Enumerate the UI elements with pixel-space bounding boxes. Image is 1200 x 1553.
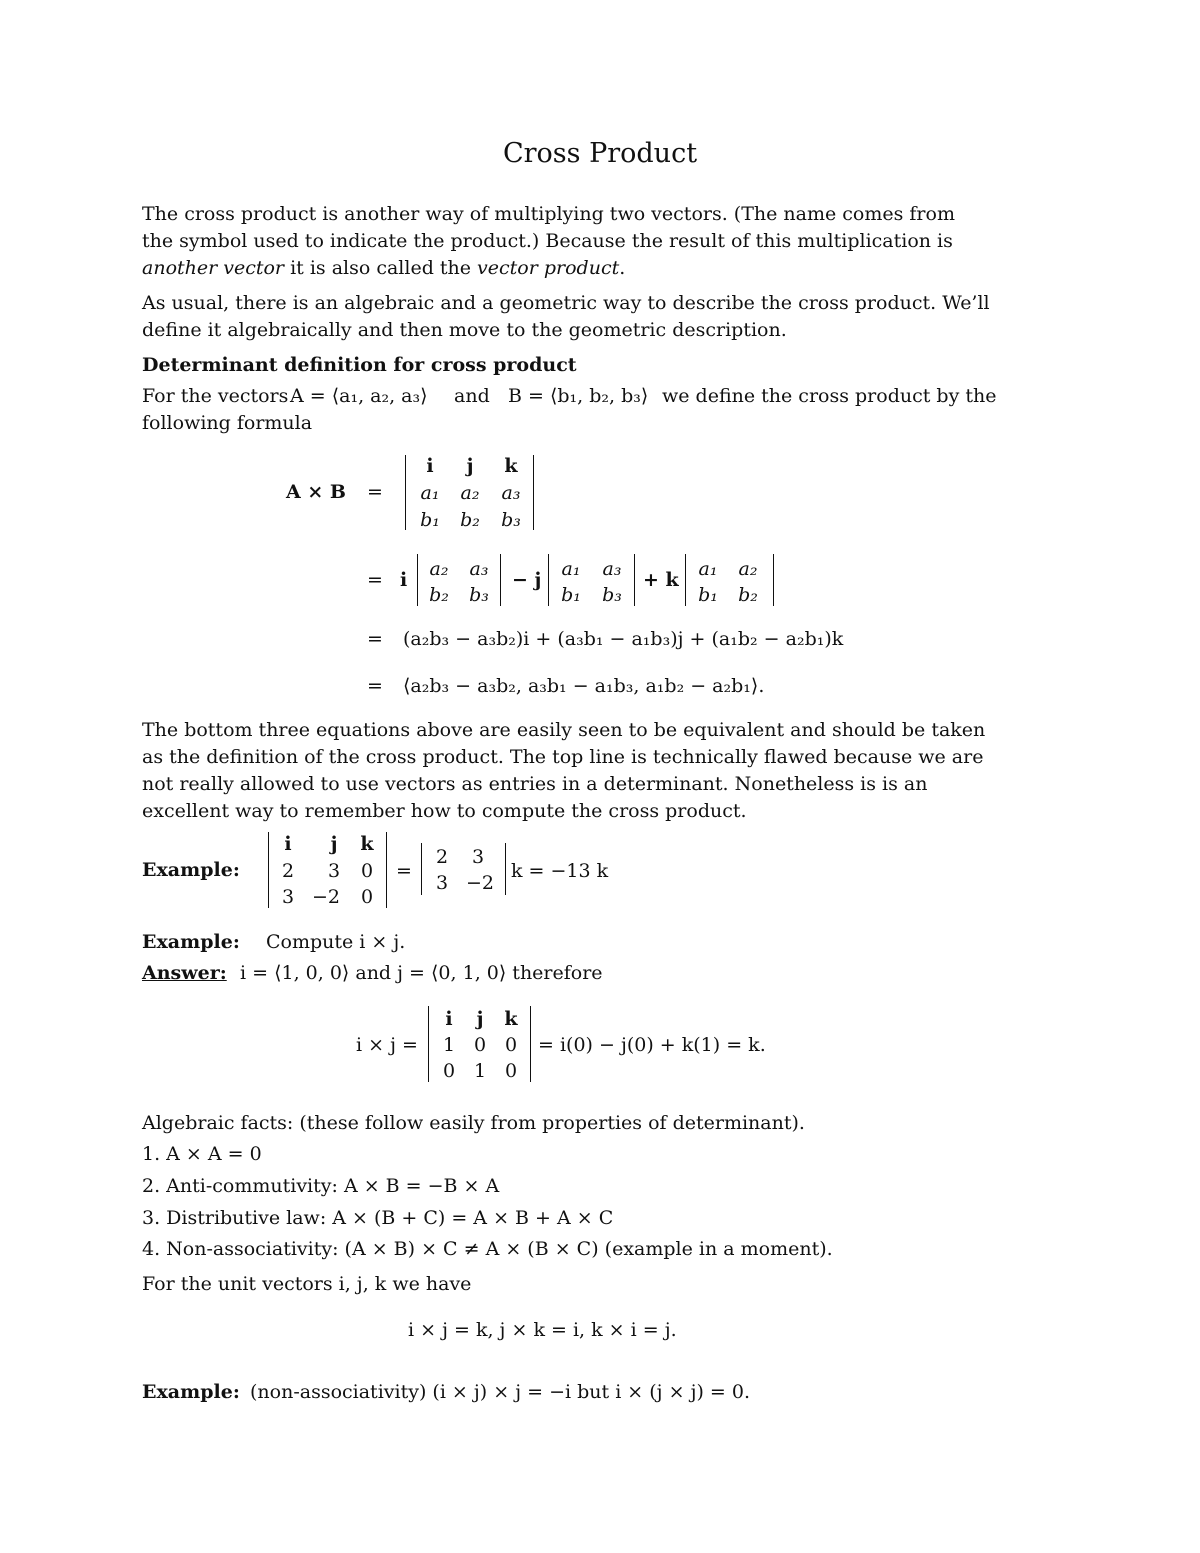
det-cell: i [445, 1008, 453, 1030]
example-2-text: Compute i × j. [266, 931, 406, 953]
det-cell: k [504, 1008, 518, 1030]
minor3-bar-left [685, 554, 686, 606]
det-cell: 1 [473, 1060, 487, 1082]
det-cell: 1 [442, 1034, 456, 1056]
example-1-label: Example: [142, 859, 240, 881]
expansion-j: − j [512, 569, 542, 591]
minor-cell: b₂ [429, 584, 449, 606]
det-cell: 3 [281, 886, 295, 908]
minor2-bar-right [634, 554, 635, 606]
answer-text: i = ⟨1, 0, 0⟩ and j = ⟨0, 1, 0⟩ therefore [240, 962, 603, 984]
example-2-label: Example: [142, 931, 240, 953]
det-cell: a₃ [501, 482, 521, 504]
formula-line-4: ⟨a₂b₃ − a₃b₂, a₃b₁ − a₁b₃, a₁b₂ − a₂b₁⟩. [403, 675, 765, 697]
det-cell: −2 [311, 886, 340, 908]
det-cell: i [426, 455, 434, 477]
formula-line-3: (a₂b₃ − a₃b₂)i + (a₃b₁ − a₁b₃)j + (a₁b₂ − a₂b₁)k [403, 628, 844, 650]
minor-cell: a₁ [561, 558, 581, 580]
minor-cell: 3 [435, 872, 449, 894]
det-cell: 0 [473, 1034, 487, 1056]
det-cell: k [360, 833, 374, 855]
det-cell: j [466, 455, 474, 477]
det-cell: 0 [504, 1060, 518, 1082]
explanation-paragraph [142, 717, 992, 825]
det-bar-left [405, 455, 406, 530]
minor-cell: b₃ [469, 584, 489, 606]
example-2-rhs: = i(0) − j(0) + k(1) = k. [538, 1034, 766, 1056]
det-cell: b₃ [501, 509, 521, 531]
ex1-minor-bar-right [505, 843, 506, 895]
det-cell: 0 [504, 1034, 518, 1056]
section-heading: Determinant definition for cross product [142, 354, 577, 376]
explanation-text: The bottom three equations above are easily seen to be equivalent and should be taken as the definition of the cross product. The top line is technically flawed because we are not really allowed to use vectors as entries in a determinant. Nonetheless is is an excellent way to remember how to compute the cross product. [142, 719, 986, 822]
example-3-text: (non-associativity) (i × j) × j = −i but i × (j × j) = 0. [250, 1381, 751, 1403]
expansion-i: i [400, 569, 408, 591]
det-cell: 0 [360, 886, 374, 908]
answer-label: Answer: [142, 962, 227, 984]
example-2-lhs: i × j = [356, 1034, 418, 1056]
vectors-and: and [454, 385, 490, 407]
minor3-bar-right [773, 554, 774, 606]
intro-text-c: . [619, 257, 626, 279]
det-cell: a₁ [420, 482, 440, 504]
vector-a-definition: A = ⟨a₁, a₂, a₃⟩ [290, 385, 428, 407]
fact-item-4: 4. Non-associativity: (A × B) × C ≠ A × (B × C) (example in a moment). [142, 1238, 833, 1260]
minor-cell: a₂ [738, 558, 758, 580]
page-title: Cross Product [502, 138, 698, 169]
det-cell: 0 [360, 860, 374, 882]
intro-emphasis-another-vector: another vector [142, 257, 285, 279]
minor-cell: a₂ [429, 558, 449, 580]
fact-item-3: 3. Distributive law: A × (B + C) = A × B + A × C [142, 1207, 614, 1229]
minor-cell: b₁ [698, 584, 718, 606]
formula-lhs: A × B [286, 481, 346, 503]
unit-vectors-equations: i × j = k, j × k = i, k × i = j. [408, 1319, 677, 1341]
facts-heading: Algebraic facts: (these follow easily from properties of determinant). [142, 1112, 805, 1134]
det-cell: j [330, 833, 338, 855]
intro-paragraph-2-text: As usual, there is an algebraic and a geometric way to describe the cross product. We’ll define it algebraically and then move to the geometric description. [142, 292, 990, 341]
det-cell: b₁ [420, 509, 440, 531]
minor-cell: b₂ [738, 584, 758, 606]
minor-cell: a₁ [698, 558, 718, 580]
minor-cell: b₁ [561, 584, 581, 606]
vectors-define: we define the cross product by the [662, 385, 997, 407]
minor2-bar-left [548, 554, 549, 606]
minor-cell: 2 [435, 846, 449, 868]
example-1-eq: = [396, 860, 412, 882]
det-cell: a₂ [460, 482, 480, 504]
intro-text-b: it is also called the [284, 257, 478, 279]
fact-item-2: 2. Anti-commutivity: A × B = −B × A [142, 1175, 500, 1197]
det-bar-right [533, 455, 534, 530]
det-cell: j [476, 1008, 484, 1030]
intro-text-a: The cross product is another way of multiplying two vectors. (The name comes from the symbol used to indicate the product.) Because the result of this multiplication is [142, 203, 955, 252]
example-1-result: k = −13 k [511, 860, 609, 882]
minor-cell: b₃ [602, 584, 622, 606]
formula-eq-2: = [367, 569, 383, 591]
minor-cell: −2 [465, 872, 494, 894]
det-cell: b₂ [460, 509, 480, 531]
minor-cell: 3 [471, 846, 485, 868]
det-cell: 0 [442, 1060, 456, 1082]
det-cell: i [284, 833, 292, 855]
det-cell: k [504, 455, 518, 477]
vectors-intro: For the vectors [142, 385, 289, 407]
unit-vectors-intro: For the unit vectors i, j, k we have [142, 1273, 472, 1295]
fact-item-1: 1. A × A = 0 [142, 1143, 262, 1165]
expansion-k: + k [643, 569, 679, 591]
minor1-bar-left [417, 554, 418, 606]
minor-cell: a₃ [602, 558, 622, 580]
intro-emphasis-vector-product: vector product [477, 257, 620, 279]
intro-paragraph-1 [142, 201, 992, 282]
formula-eq-1: = [367, 481, 383, 503]
minor1-bar-right [500, 554, 501, 606]
example-3-label: Example: [142, 1381, 240, 1403]
minor-cell: a₃ [469, 558, 489, 580]
vector-b-definition: B = ⟨b₁, b₂, b₃⟩ [508, 385, 649, 407]
det-cell: 2 [281, 860, 295, 882]
vectors-following: following formula [142, 412, 313, 434]
formula-eq-4: = [367, 675, 383, 697]
formula-eq-3: = [367, 628, 383, 650]
det-cell: 3 [327, 860, 341, 882]
intro-paragraph-2 [142, 290, 992, 344]
